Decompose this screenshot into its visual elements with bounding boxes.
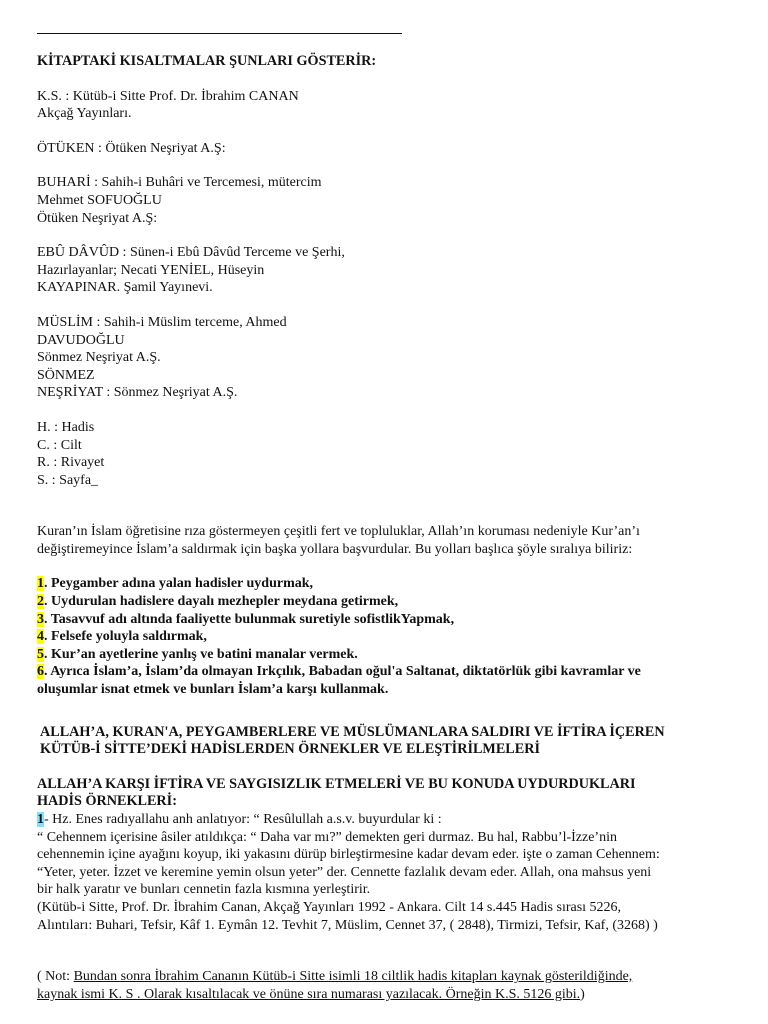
- top-rule: [37, 33, 402, 34]
- hadith-example: [37, 811, 737, 934]
- note-prefix: ( Not:: [37, 969, 74, 985]
- list-item: [37, 575, 737, 593]
- list-number: 5: [37, 646, 44, 662]
- hadith-source-line: Alıntıları: Buhari, Tefsir, Kâf 1. Eymân 12. Tevhit 7, Müslim, Cennet 37, ( 2848), Tirmizi, Tefsir, Kaf, (3268) ): [37, 917, 658, 933]
- note-text: kaynak ismi K. S . Olarak kısaltılacak ve önüne sıra numarası yazılacak. Örneğin K.S. 5126 gibi.: [37, 986, 581, 1002]
- abbrev-line: DAVUDOĞLU: [37, 332, 125, 348]
- list-number: 4: [37, 629, 44, 645]
- abbrev-line: EBÛ DÂVÛD : Sünen-i Ebû Dâvûd Terceme ve Şerhi,: [37, 245, 345, 261]
- document-content: [37, 53, 737, 1003]
- list-item: [37, 611, 737, 629]
- list-item: [37, 593, 737, 611]
- list-text-continuation: oluşumlar isnat etmek ve bunları İslam’a karşı kullanmak.: [37, 682, 389, 698]
- abbrev-line: MÜSLİM : Sahih-i Müslim terceme, Ahmed: [37, 314, 287, 330]
- abbreviation-entry-muslim: [37, 314, 737, 402]
- abbrev-line: Ötüken Neşriyat A.Ş:: [37, 210, 158, 226]
- abbreviation-entry-ebu-davud: [37, 244, 737, 297]
- abbreviation-entry-ks: [37, 88, 737, 123]
- hadith-intro-text: - Hz. Enes radıyallahu anh anlatıyor: “ Resûlullah a.s.v. buyurdular ki :: [44, 812, 442, 827]
- abbrev-line: C. : Cilt: [37, 437, 82, 453]
- list-text: . Felsefe yoluyla saldırmak,: [44, 629, 207, 645]
- abbrev-line: H. : Hadis: [37, 419, 95, 435]
- list-item: [37, 663, 737, 681]
- hadith-line: “ Cehennem içerisine âsiler atıldıkça: “ Daha var mı?” demekten geri durmaz. Bu hal, Rabbu’l-İzze’nin: [37, 829, 617, 845]
- abbrev-line: SÖNMEZ: [37, 367, 95, 383]
- list-text: . Ayrıca İslam’a, İslam’da olmayan Irkçılık, Babadan oğul'a Saltanat, diktatörlük gibi kavramlar ve: [44, 664, 641, 680]
- intro-line: değiştiremeyince İslam’a saldırmak için başka yollara başvurdular. Bu yolları başlıca şöyle sıralıya biliriz:: [37, 541, 633, 557]
- abbrev-line: KAYAPINAR. Şamil Yayınevi.: [37, 280, 213, 296]
- hadith-intro: [37, 811, 737, 829]
- list-text: . Tasavvuf adı altında faaliyette bulunmak suretiyle sofistlikYapmak,: [44, 611, 455, 627]
- list-number: 3: [37, 611, 44, 627]
- list-number: 2: [37, 594, 44, 610]
- hadith-line: “Yeter, yeter. İzzet ve keremine yemin olsun yeter” der. Cennette fazlalık devam eder. Allah, ona mahsus yeni: [37, 864, 652, 880]
- list-number: 6: [37, 664, 44, 680]
- abbrev-line: Sönmez Neşriyat A.Ş.: [37, 350, 161, 366]
- abbrev-line: Mehmet SOFUOĞLU: [37, 192, 162, 208]
- heading-line: ALLAH’A, KURAN'A, PEYGAMBERLERE VE MÜSLÜMANLARA SALDIRI VE İFTİRA İÇEREN: [40, 723, 665, 740]
- note-line: [37, 968, 737, 986]
- heading-line: KÜTÜB-İ SİTTE’DEKİ HADİSLERDEN ÖRNEKLER VE ELEŞTİRİLMELERİ: [40, 741, 540, 758]
- hadith-source-line: (Kütüb-i Sitte, Prof. Dr. İbrahim Canan, Akçağ Yayınları 1992 - Ankara. Cilt 14 s.445 Hadis sırası 5226,: [37, 899, 622, 915]
- abbrev-line: R. : Rivayet: [37, 455, 105, 471]
- list-number: 1: [37, 576, 44, 592]
- section-heading-allah: [37, 776, 737, 811]
- intro-line: Kuran’ın İslam öğretisine rıza göstermeyen çeşitli fert ve topluluklar, Allah’ın koruması nedeniyle Kur’an’ı: [37, 524, 640, 540]
- methods-list: [37, 575, 737, 698]
- source-note: [37, 968, 737, 1003]
- list-text: . Kur’an ayetlerine yanlış ve batini manalar vermek.: [44, 646, 358, 662]
- abbreviation-entry-short-forms: [37, 419, 737, 489]
- note-text: Bundan sonra İbrahim Cananın Kütüb-i Sitte isimli 18 ciltlik hadis kitapları kaynak gösterildiğinde,: [73, 969, 633, 985]
- abbreviation-entry-otuken: [37, 140, 737, 158]
- abbrev-line: ÖTÜKEN : Ötüken Neşriyat A.Ş:: [37, 140, 226, 156]
- list-text: . Uydurulan hadislere dayalı mezhepler meydana getirmek,: [44, 594, 399, 610]
- list-item: [37, 646, 737, 664]
- intro-paragraph: [37, 523, 737, 558]
- list-item: [37, 628, 737, 646]
- list-text: . Peygamber adına yalan hadisler uydurmak,: [44, 576, 314, 592]
- hadith-line: cehennemin içine ayağını koyup, iki yakasını dürüp birleştirmesine kadar devam eder. işte o zaman Cehennem:: [37, 847, 660, 863]
- abbrev-line: Hazırlayanlar; Necati YENİEL, Hüseyin: [37, 262, 265, 278]
- abbreviations-title: KİTAPTAKİ KISALTMALAR ŞUNLARI GÖSTERİR:: [37, 53, 377, 69]
- section-heading-main: [37, 724, 737, 759]
- hadith-number: 1: [37, 812, 44, 827]
- heading-line: HADİS ÖRNEKLERİ:: [37, 793, 177, 810]
- abbrev-line: BUHARİ : Sahih-i Buhâri ve Tercemesi, mütercim: [37, 175, 322, 191]
- heading-line: ALLAH’A KARŞI İFTİRA VE SAYGISIZLIK ETMELERİ VE BU KONUDA UYDURDUKLARI: [37, 775, 636, 792]
- abbrev-line: K.S. : Kütüb-i Sitte Prof. Dr. İbrahim CANAN: [37, 88, 299, 104]
- abbrev-line: S. : Sayfa_: [37, 472, 99, 488]
- note-suffix: ): [580, 986, 585, 1002]
- note-line: [37, 986, 737, 1004]
- abbrev-line: Akçağ Yayınları.: [37, 106, 132, 122]
- abbreviation-entry-buhari: [37, 174, 737, 227]
- hadith-line: bir halk yaratır ve bunları cennetin fazla kısmına yerleştirir.: [37, 882, 371, 898]
- abbrev-line: NEŞRİYAT : Sönmez Neşriyat A.Ş.: [37, 385, 238, 401]
